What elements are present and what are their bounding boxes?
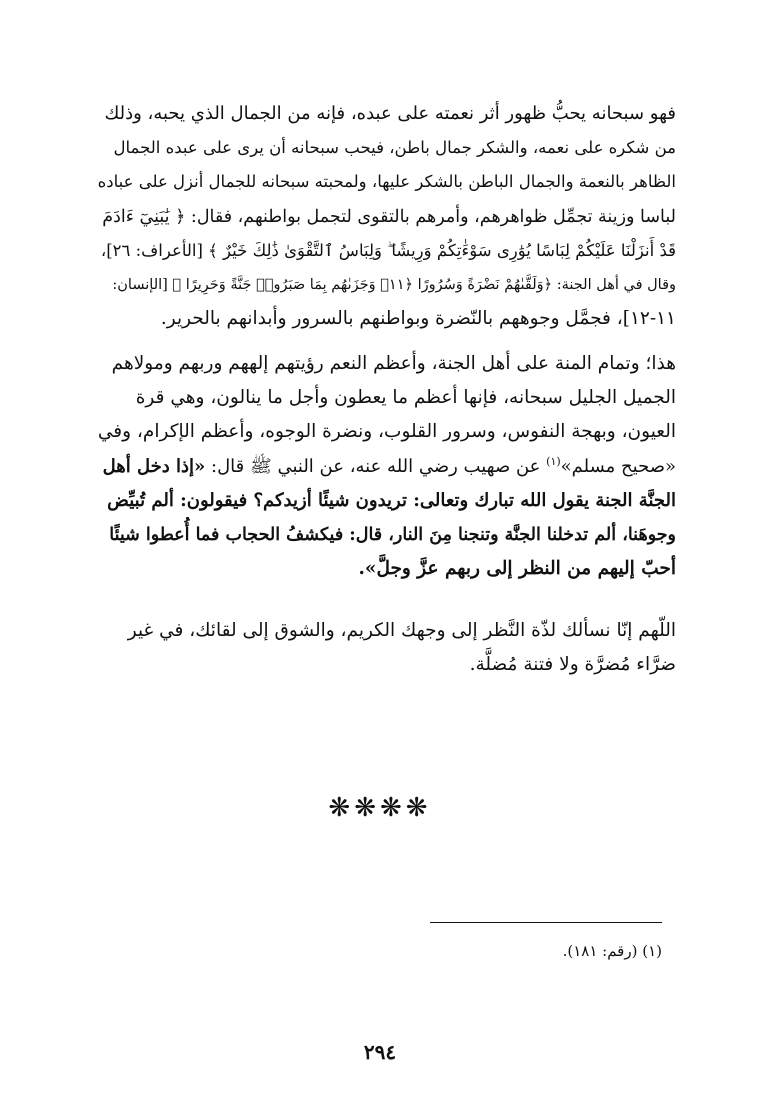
paragraph-vision-of-god — [98, 347, 676, 586]
hadith-text-line: أحبّ إليهم من النظر إلى ربهم عزَّ وجلَّ». — [358, 558, 676, 580]
section-separator-stars: ❋❋❋❋ — [328, 793, 432, 823]
quran-verse-line: قَدْ أَنزَلْنَا عَلَيْكُمْ لِبَاسًا يُوَٰرِى سَوْءَٰتِكُمْ وَرِيشًا ۖ وَلِبَاسُ ٱلتَّقْوَىٰ ذَٰلِكَ خَيْرٌ ﴾ [الأعراف: ٢٦]، — [100, 240, 676, 260]
hadith-text-line: وجوهَنا، ألم تدخلنا الجنَّة وتنجنا مِنَ النار، قال: فيكشفُ الحجاب فما أُعطوا شيئًا — [109, 525, 676, 546]
footnote-reference: (١) — [546, 454, 561, 468]
text-line: الظاهر بالنعمة والجمال الباطن بالشكر عليها، ولمحبته سبحانه للجمال أنزل على عباده — [97, 172, 676, 192]
text-line: ضرَّاء مُضرَّة ولا فتنة مُضلَّة. — [469, 654, 676, 676]
text-line: العيون، وبهجة النفوس، وسرور القلوب، ونضرة الوجوه، وأعظم الإكرام، وفي — [97, 421, 676, 443]
text-line: فهو سبحانه يحبُّ ظهور أثر نعمته على عبده، فإنه من الجمال الذي يحبه، وذلك — [104, 103, 676, 124]
hadith-text-line: الجنَّة الجنة يقول الله تبارك وتعالى: تريدون شيئًا أزيدكم؟ فيقولون: ألم تُبيِّض — [107, 489, 676, 511]
text-line: هذا؛ وتمام المنة على أهل الجنة، وأعظم النعم رؤيتهم إلههم وربهم ومولاهم — [111, 353, 676, 374]
text-line: ١١-١٢]، فجمَّل وجوههم بالنّضرة وبواطنهم بالسرور وأبدانهم بالحرير. — [160, 308, 676, 330]
page-number: ٢٩٤ — [363, 1040, 397, 1064]
hadith-narration-intro: عن صهيب رضي الله عنه، عن النبي ﷺ قال: — [205, 455, 547, 477]
footnote-divider — [430, 922, 662, 923]
paragraph-supplication — [98, 614, 676, 682]
text-line: من شكره على نعمه، والشكر جمال باطن، فيحب سبحانه أن يرى على عبده الجمال — [113, 138, 676, 158]
text-line: لباسا وزينة تجمِّل ظواهرهم، وأمرهم بالتقوى لتجمل بواطنهم، فقال: ﴿ يَٰبَنِيٓ ءَادَمَ — [102, 206, 676, 227]
paragraph-beauty-of-blessing — [98, 97, 676, 336]
text-line — [98, 450, 676, 484]
footnote: (١) (رقم: ١٨١). — [562, 942, 662, 960]
quran-verse-line: وقال في أهل الجنة: ﴿وَلَقَّىٰهُمْ نَضْرَةً وَسُرُورًا ﴿١١﴾ وَجَزَىٰهُم بِمَا صَبَرُوا۟ جَنَّةً وَحَرِيرًا ﴾ [الإنسان: — [112, 277, 676, 294]
hadith-source: «صحيح مسلم» — [560, 455, 676, 477]
text-line: الجميل الجليل سبحانه، فإنها أعظم ما يعطون وأجل ما ينالون، وهي قرة — [135, 387, 676, 409]
hadith-text: «إذا دخل أهل — [102, 455, 206, 477]
text-line: اللّهم إنّا نسألك لذّة النَّظر إلى وجهك الكريم، والشوق إلى لقائك، في غير — [127, 620, 676, 641]
